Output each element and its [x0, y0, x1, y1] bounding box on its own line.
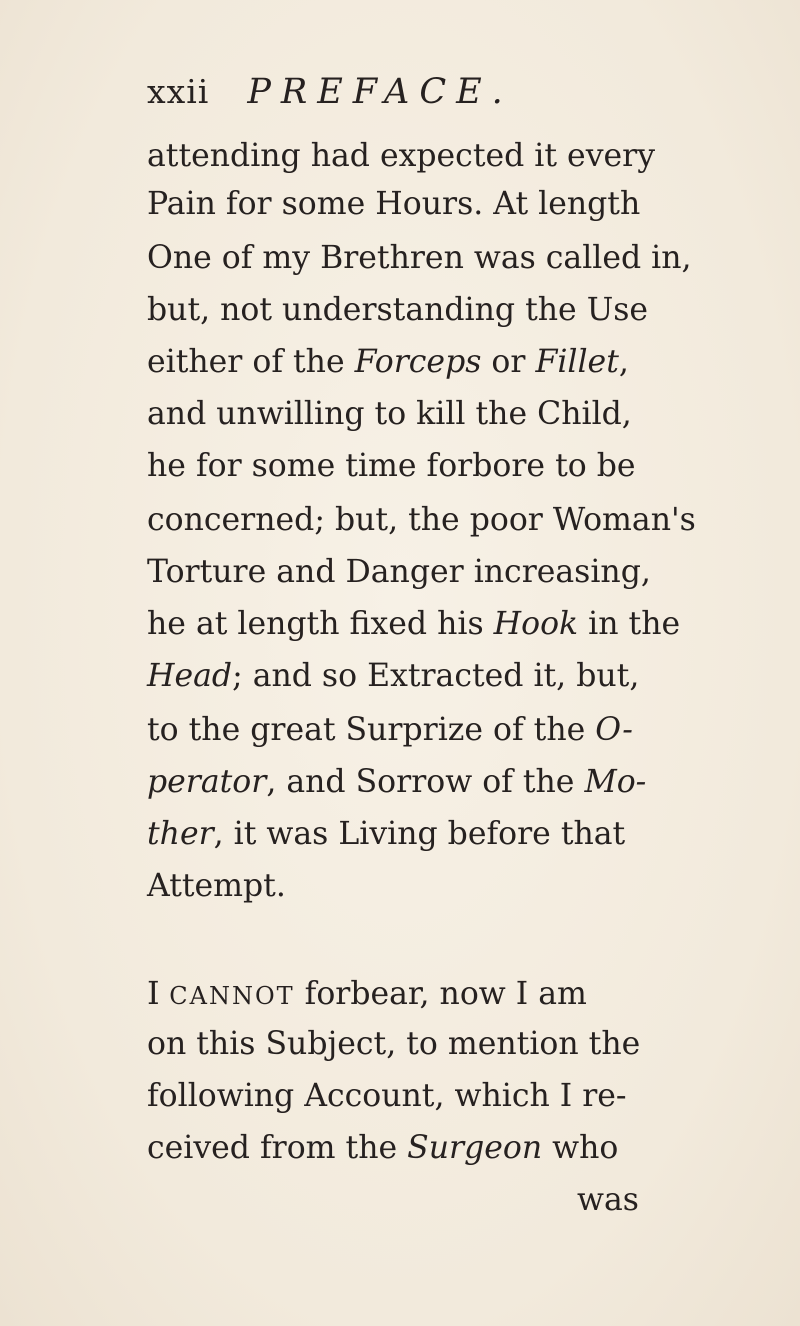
text-line — [147, 658, 639, 710]
text-line: One of my Brethren was called in, — [147, 240, 692, 276]
text-line — [147, 764, 646, 816]
italic-term-fillet: Fillet — [535, 344, 619, 380]
text-span: or — [481, 344, 536, 380]
page-number: xxii — [147, 72, 210, 111]
text-line: he for some time forbore to be — [147, 448, 636, 484]
italic-term-mother-start: Mo- — [584, 764, 647, 800]
italic-term-surgeon: Surgeon — [407, 1130, 543, 1166]
text-line — [147, 712, 633, 764]
text-line — [147, 974, 587, 1026]
text-line — [147, 816, 625, 868]
text-line: and unwilling to kill the Child, — [147, 396, 632, 432]
text-span: , and Sorrow of the — [266, 764, 585, 800]
text-span: , it was Living before that — [213, 816, 626, 852]
text-line: Torture and Danger increasing, — [147, 554, 651, 590]
italic-term-mother-end: ther — [147, 816, 214, 852]
text-span: who — [542, 1130, 619, 1166]
text-line: but, not understanding the Use — [147, 292, 649, 328]
catchword: was — [577, 1182, 639, 1218]
text-span: he at length fixed his — [147, 606, 494, 642]
italic-term-head: Head — [147, 658, 233, 694]
text-line: following Account, which I re- — [147, 1078, 627, 1114]
text-line: Attempt. — [147, 868, 286, 904]
text-span: ceived from the — [147, 1130, 408, 1166]
italic-term-operator-end: perator — [147, 764, 267, 800]
running-title: PREFACE. — [247, 72, 513, 112]
text-line — [147, 344, 629, 396]
text-line — [147, 1130, 618, 1182]
page-header — [147, 72, 513, 118]
text-span: either of the — [147, 344, 355, 380]
text-span: forbear, now I am — [294, 976, 587, 1012]
initial-letter: I — [147, 974, 160, 1012]
text-line: on this Subject, to mention the — [147, 1026, 641, 1062]
text-span: , — [618, 344, 629, 380]
small-caps-word: CANNOT — [159, 982, 295, 1010]
text-line: attending had expected it every — [147, 138, 655, 174]
italic-term-forceps: Forceps — [354, 344, 482, 380]
italic-term-operator-start: O- — [595, 712, 633, 748]
text-line: concerned; but, the poor Woman's — [147, 502, 696, 538]
text-line: Pain for some Hours. At length — [147, 186, 641, 222]
text-span: in the — [578, 606, 681, 642]
text-span: ; and so Extracted it, but, — [232, 658, 640, 694]
italic-term-hook: Hook — [493, 606, 579, 642]
text-line — [147, 606, 680, 658]
text-span: to the great Surprize of the — [147, 712, 596, 748]
